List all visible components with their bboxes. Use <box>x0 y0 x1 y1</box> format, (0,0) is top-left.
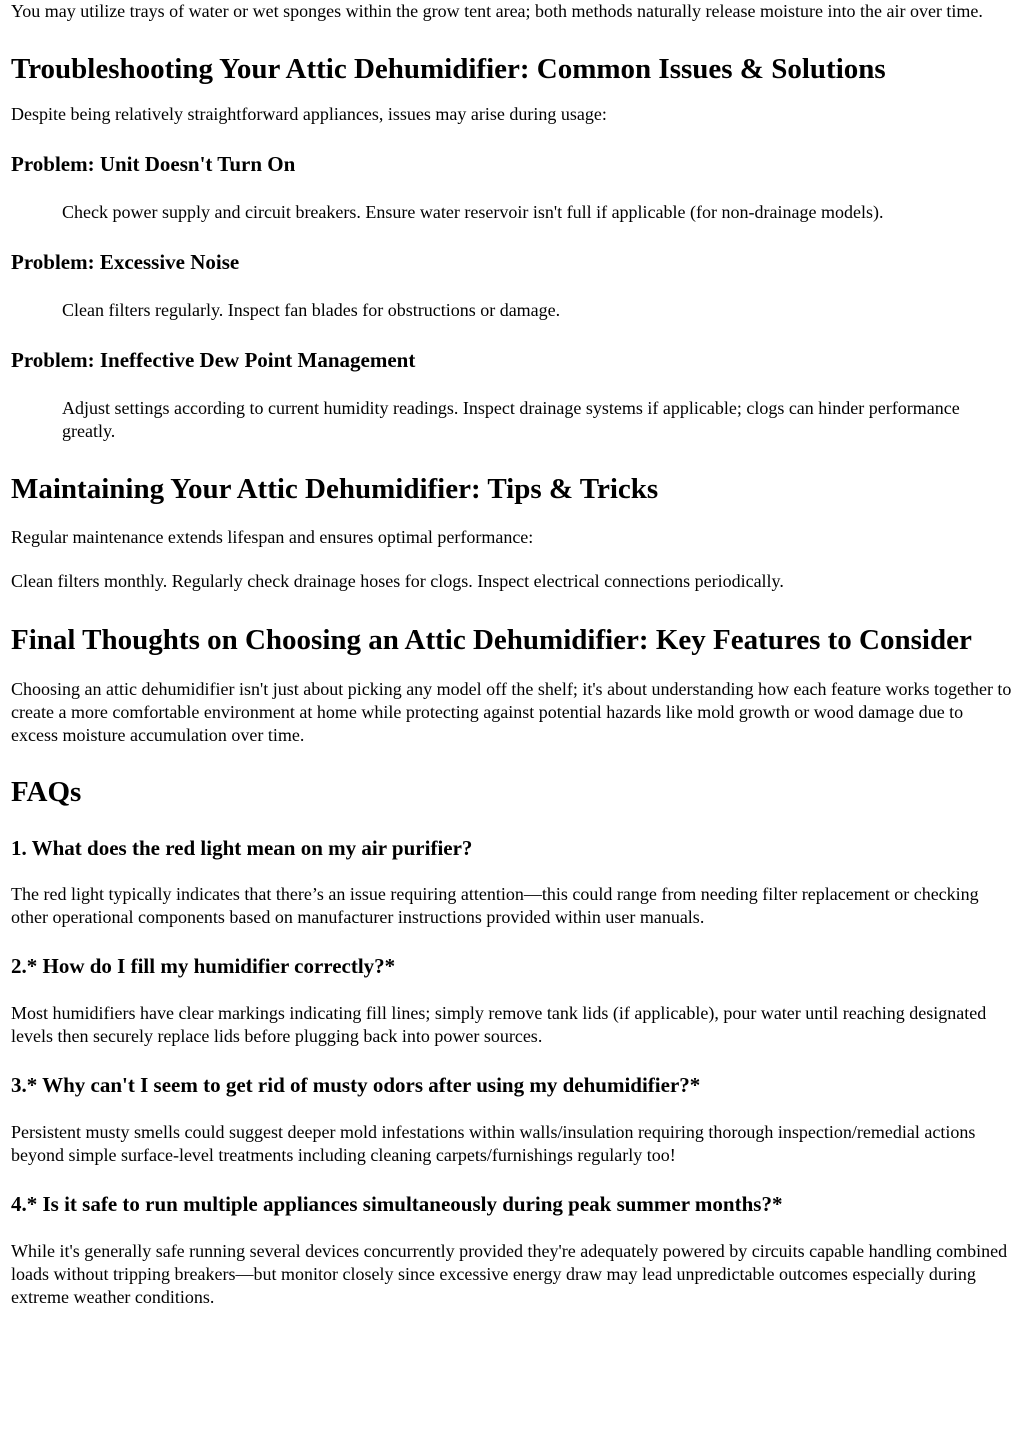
problem-2-title: Problem: Excessive Noise <box>11 250 240 274</box>
faq-1-question: 1. What does the red light mean on my air purifier? <box>11 836 473 860</box>
problem-2-solution-block <box>62 299 1013 322</box>
problem-3-solution: Adjust settings according to current humidity readings. Inspect drainage systems if applicable; clogs can hinder performance greatly. <box>62 398 960 441</box>
faq-4-question: 4.* Is it safe to run multiple appliances simultaneously during peak summer months?* <box>11 1192 783 1216</box>
problem-2-solution: Clean filters regularly. Inspect fan blades for obstructions or damage. <box>62 300 561 320</box>
faq-2-question: 2.* How do I fill my humidifier correctly?* <box>11 954 396 978</box>
problem-1-solution: Check power supply and circuit breakers. Ensure water reservoir isn't full if applicable (for non-drainage models). <box>62 202 884 222</box>
intro-paragraph: You may utilize trays of water or wet sponges within the grow tent area; both methods naturally release moisture into the air over time. <box>11 1 983 21</box>
maintaining-lead: Regular maintenance extends lifespan and ensures optimal performance: <box>11 527 534 547</box>
faq-4-answer: While it's generally safe running several devices concurrently provided they're adequately powered by circuits capable handling combined loads without tripping breakers—but monitor closely since excessive energy draw may lead unpredictable outcomes especially during extreme weather conditions. <box>11 1241 1008 1307</box>
faq-2-answer: Most humidifiers have clear markings indicating fill lines; simply remove tank lids (if applicable), pour water until reaching designated levels then securely replace lids before plugging back into power sources. <box>11 1003 987 1046</box>
problem-1-title: Problem: Unit Doesn't Turn On <box>11 152 296 176</box>
faq-3-answer: Persistent musty smells could suggest deeper mold infestations within walls/insulation requiring thorough inspection/remedial actions beyond simple surface-level treatments including cleaning carpets/furnishings regularly too! <box>11 1122 976 1165</box>
maintaining-tips: Clean filters monthly. Regularly check drainage hoses for clogs. Inspect electrical connections periodically. <box>11 571 784 591</box>
faq-1-answer: The red light typically indicates that there’s an issue requiring attention—this could range from needing filter replacement or checking other operational components based on manufacturer instructions provided within user manuals. <box>11 884 979 927</box>
final-thoughts-body: Choosing an attic dehumidifier isn't just about picking any model off the shelf; it's about understanding how each feature works together to create a more comfortable environment at home while protecting against potential hazards like mold growth or wood damage due to excess moisture accumulation over time. <box>11 679 1012 745</box>
problem-3-title: Problem: Ineffective Dew Point Management <box>11 348 416 372</box>
faqs-heading: FAQs <box>11 776 82 808</box>
maintaining-heading: Maintaining Your Attic Dehumidifier: Tips & Tricks <box>11 473 659 505</box>
problem-1-solution-block <box>62 201 1013 224</box>
final-thoughts-heading: Final Thoughts on Choosing an Attic Dehumidifier: Key Features to Consider <box>11 624 972 656</box>
faq-3-question: 3.* Why can't I seem to get rid of musty odors after using my dehumidifier?* <box>11 1073 701 1097</box>
troubleshooting-lead: Despite being relatively straightforward appliances, issues may arise during usage: <box>11 104 607 124</box>
problem-3-solution-block <box>62 397 1013 443</box>
troubleshooting-heading: Troubleshooting Your Attic Dehumidifier: Common Issues & Solutions <box>11 53 886 85</box>
